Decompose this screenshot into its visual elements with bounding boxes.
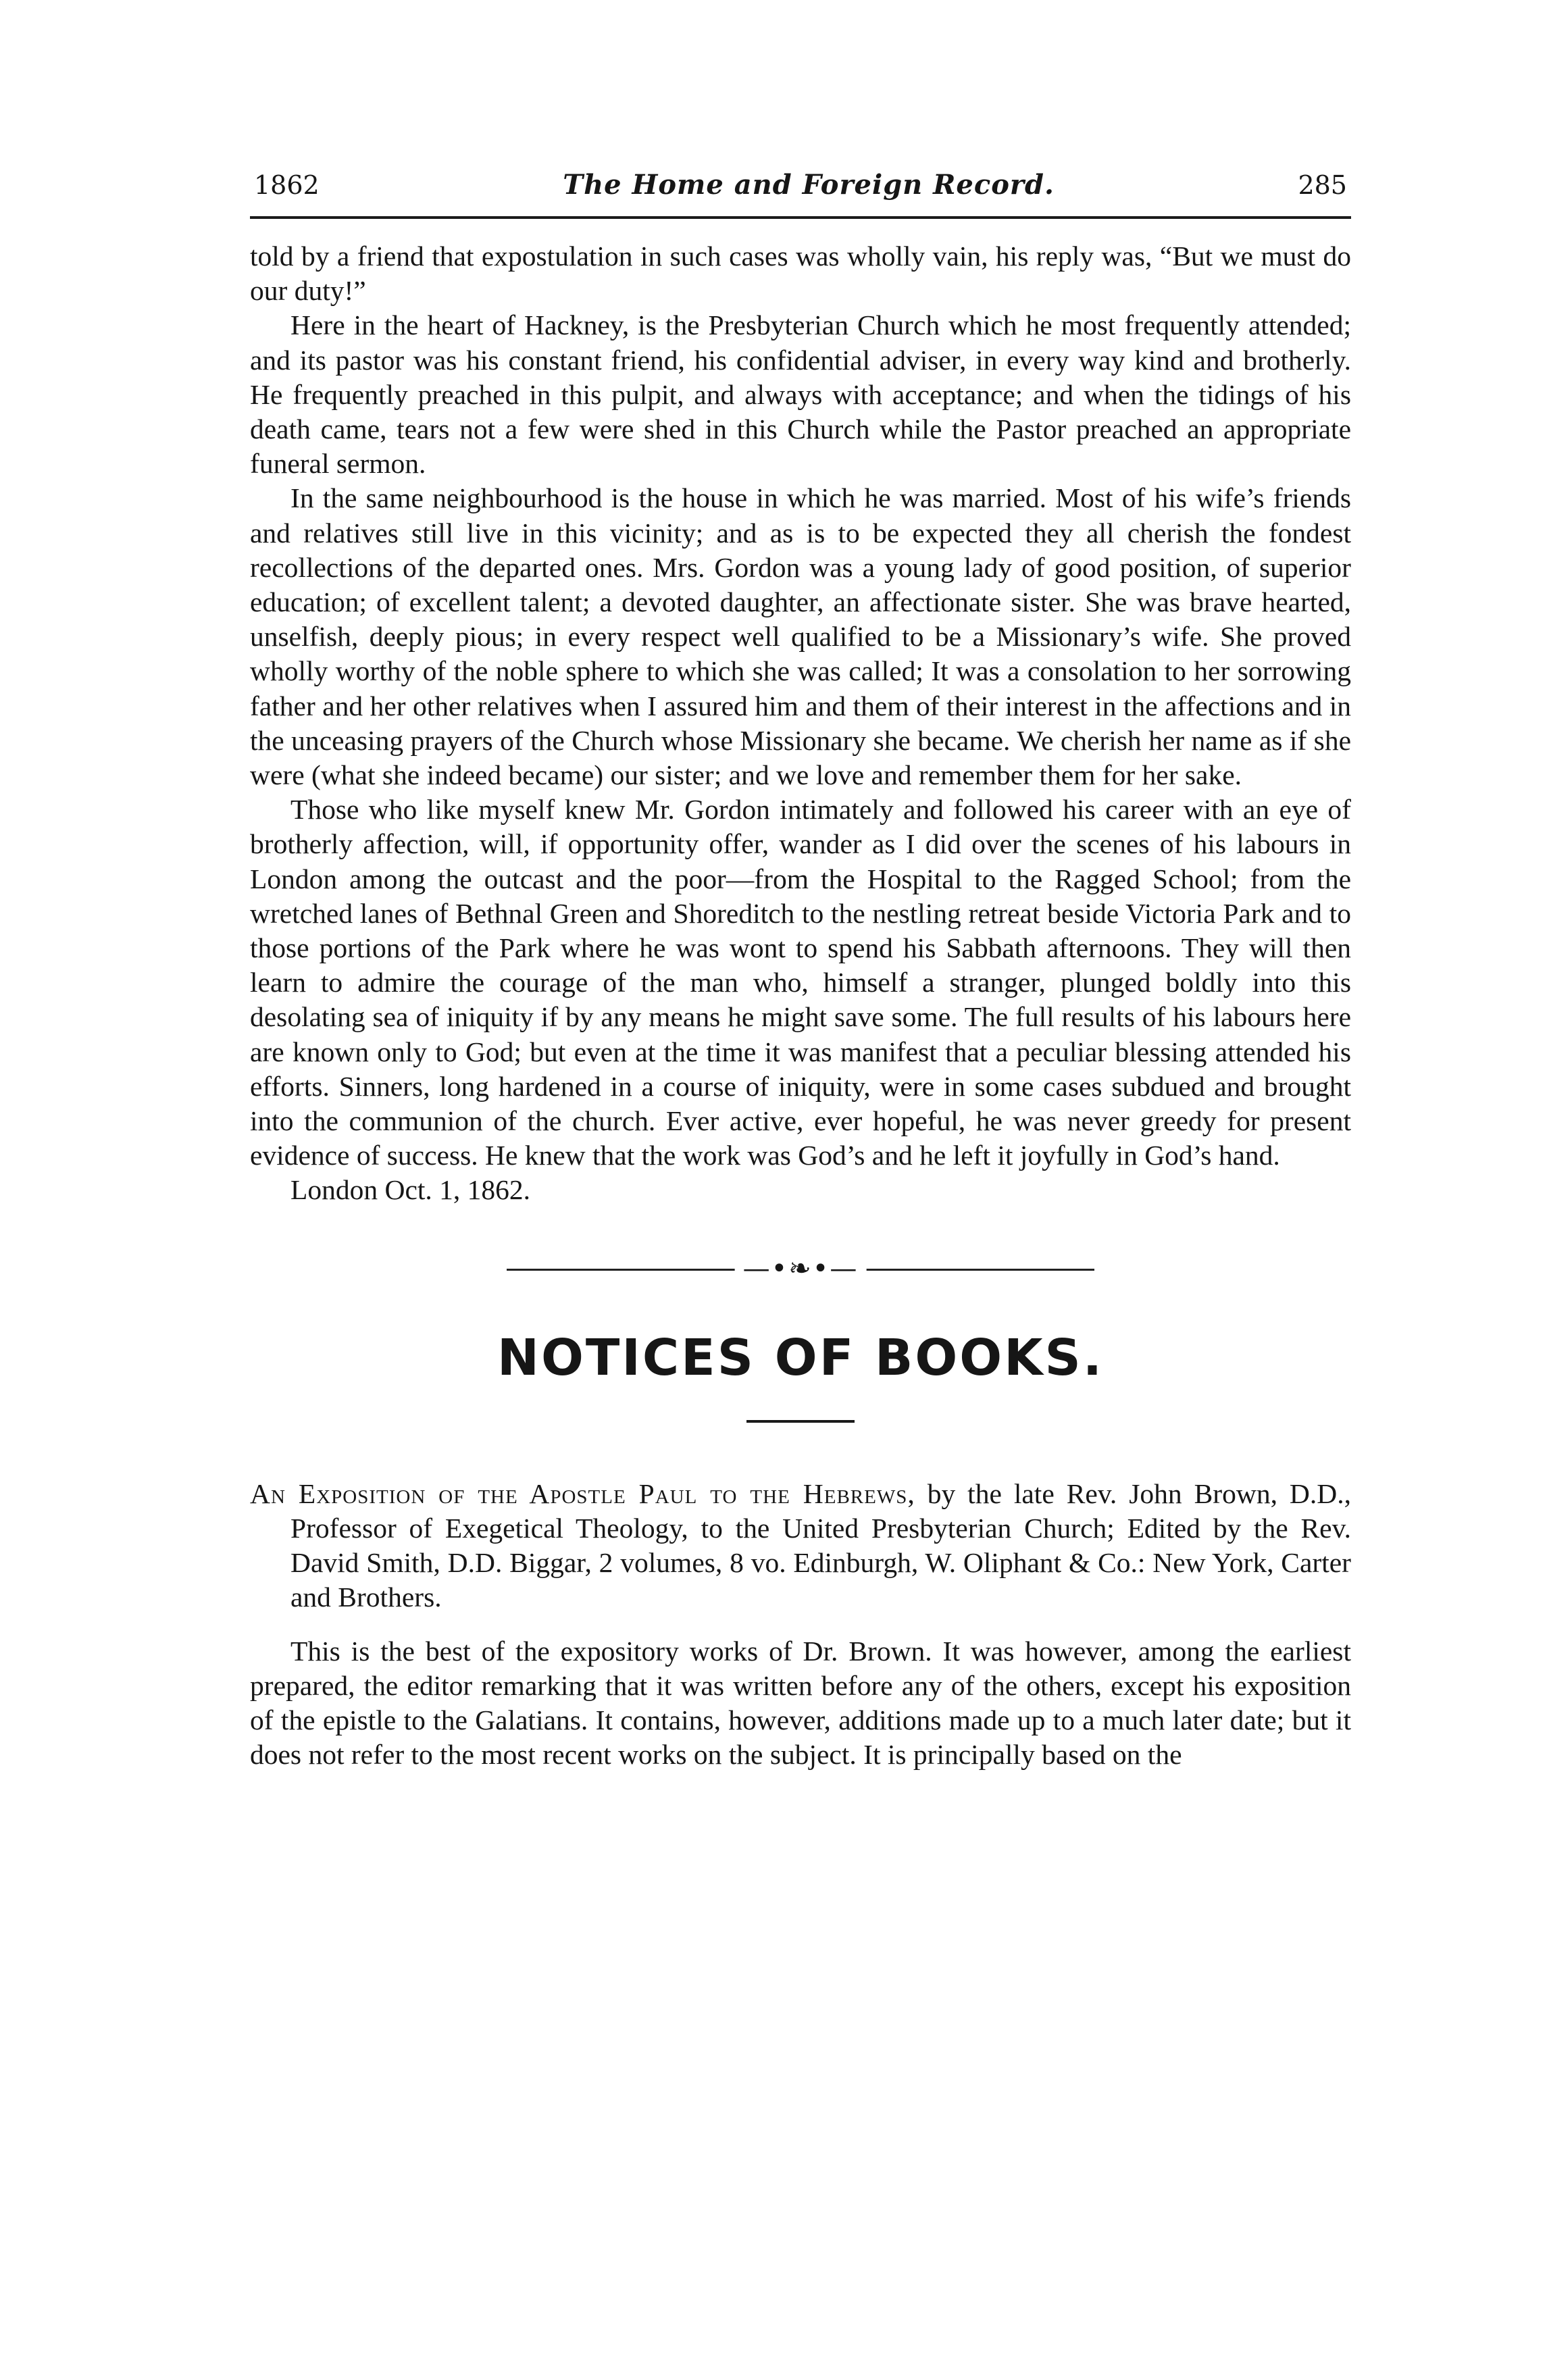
page: [250, 169, 1351, 1772]
ornament-glyph: —•❧•—: [735, 1252, 867, 1285]
heading-rule: [746, 1420, 855, 1423]
page-number: 285: [1298, 170, 1347, 200]
section-heading: NOTICES OF BOOKS.: [497, 1328, 1104, 1387]
journal-title: The Home and Foreign Record.: [563, 169, 1055, 201]
paragraph: told by a friend that expostulation in such cases was wholly vain, his reply was, “But we must do our duty!”: [250, 240, 1351, 307]
section-divider: [507, 1250, 1094, 1290]
review-paragraph: This is the best of the expository works of Dr. Brown. It was however, among the earliest prepared, the editor remarking that it was written before any of the others, except his exposition of the epistle to the Galatians. It contains, however, additions made up to a much later date; but it does not refer to the most recent works on the subject. It is principally based on the: [250, 1635, 1351, 1771]
header-year: 1862: [254, 170, 320, 200]
paragraph: Here in the heart of Hackney, is the Presbyterian Church which he most frequently attended; and its pastor was his constant friend, his confidential adviser, in every way kind and brotherly. He frequently preached in this pulpit, and always with acceptance; and when the tidings of his death came, tears not a few were shed in this Church while the Pastor preached an appropriate funeral sermon.: [250, 309, 1351, 480]
dateline: London Oct. 1, 1862.: [290, 1174, 531, 1206]
header-rule: [250, 216, 1351, 219]
running-head: [250, 169, 1351, 212]
review-body: [250, 1634, 1351, 1773]
book-title: An Exposition of the Apostle Paul to the Hebrews,: [250, 1477, 915, 1509]
book-details: by the late Rev. John Brown, D.D., Professor of Exegetical Theology, to the United Presbyterian Church; Edited by the Rev. David Smith, D.D. Biggar, 2 volumes, 8 vo. Edinburgh, W. Oliphant & Co.: New York, Carter and Brothers.: [290, 1477, 1351, 1613]
book-citation: [250, 1477, 1351, 1615]
paragraph: Those who like myself knew Mr. Gordon intimately and followed his career with an eye of brotherly affection, will, if opportunity offer, wander as I did over the scenes of his labours in London among the outcast and the poor—from the Hospital to the Ragged School; from the wretched lanes of Bethnal Green and Shoreditch to the nestling retreat beside Victoria Park and to those portions of the Park where he was wont to spend his Sabbath afternoons. They will then learn to admire the courage of the man who, himself a stranger, plunged boldly into this desolating sea of iniquity if by any means he might save some. The full results of his labours here are known only to God; but even at the time it was manifest that a peculiar blessing attended his efforts. Sinners, long hardened in a course of iniquity, were in some cases subdued and brought into the communion of the church. Ever active, ever hopeful, he was never greedy for present evidence of success. He knew that the work was God’s and he left it joyfully in God’s hand.: [250, 794, 1351, 1171]
article-body: [250, 239, 1351, 1208]
paragraph: In the same neighbourhood is the house in which he was married. Most of his wife’s friends and relatives still live in this vicinity; and as is to be expected they all cherish the fondest recollections of the departed ones. Mrs. Gordon was a young lady of good position, of superior education; of excellent talent; a devoted daughter, an affectionate sister. She was brave hearted, unselfish, deeply pious; in every respect well qualified to be a Missionary’s wife. She proved wholly worthy of the noble sphere to which she was called; It was a consolation to her sorrowing father and her other relatives when I assured him and them of their interest in the affections and in the unceasing prayers of the Church whose Missionary she became. We cherish her name as if she were (what she indeed became) our sister; and we love and remember them for her sake.: [250, 482, 1351, 791]
